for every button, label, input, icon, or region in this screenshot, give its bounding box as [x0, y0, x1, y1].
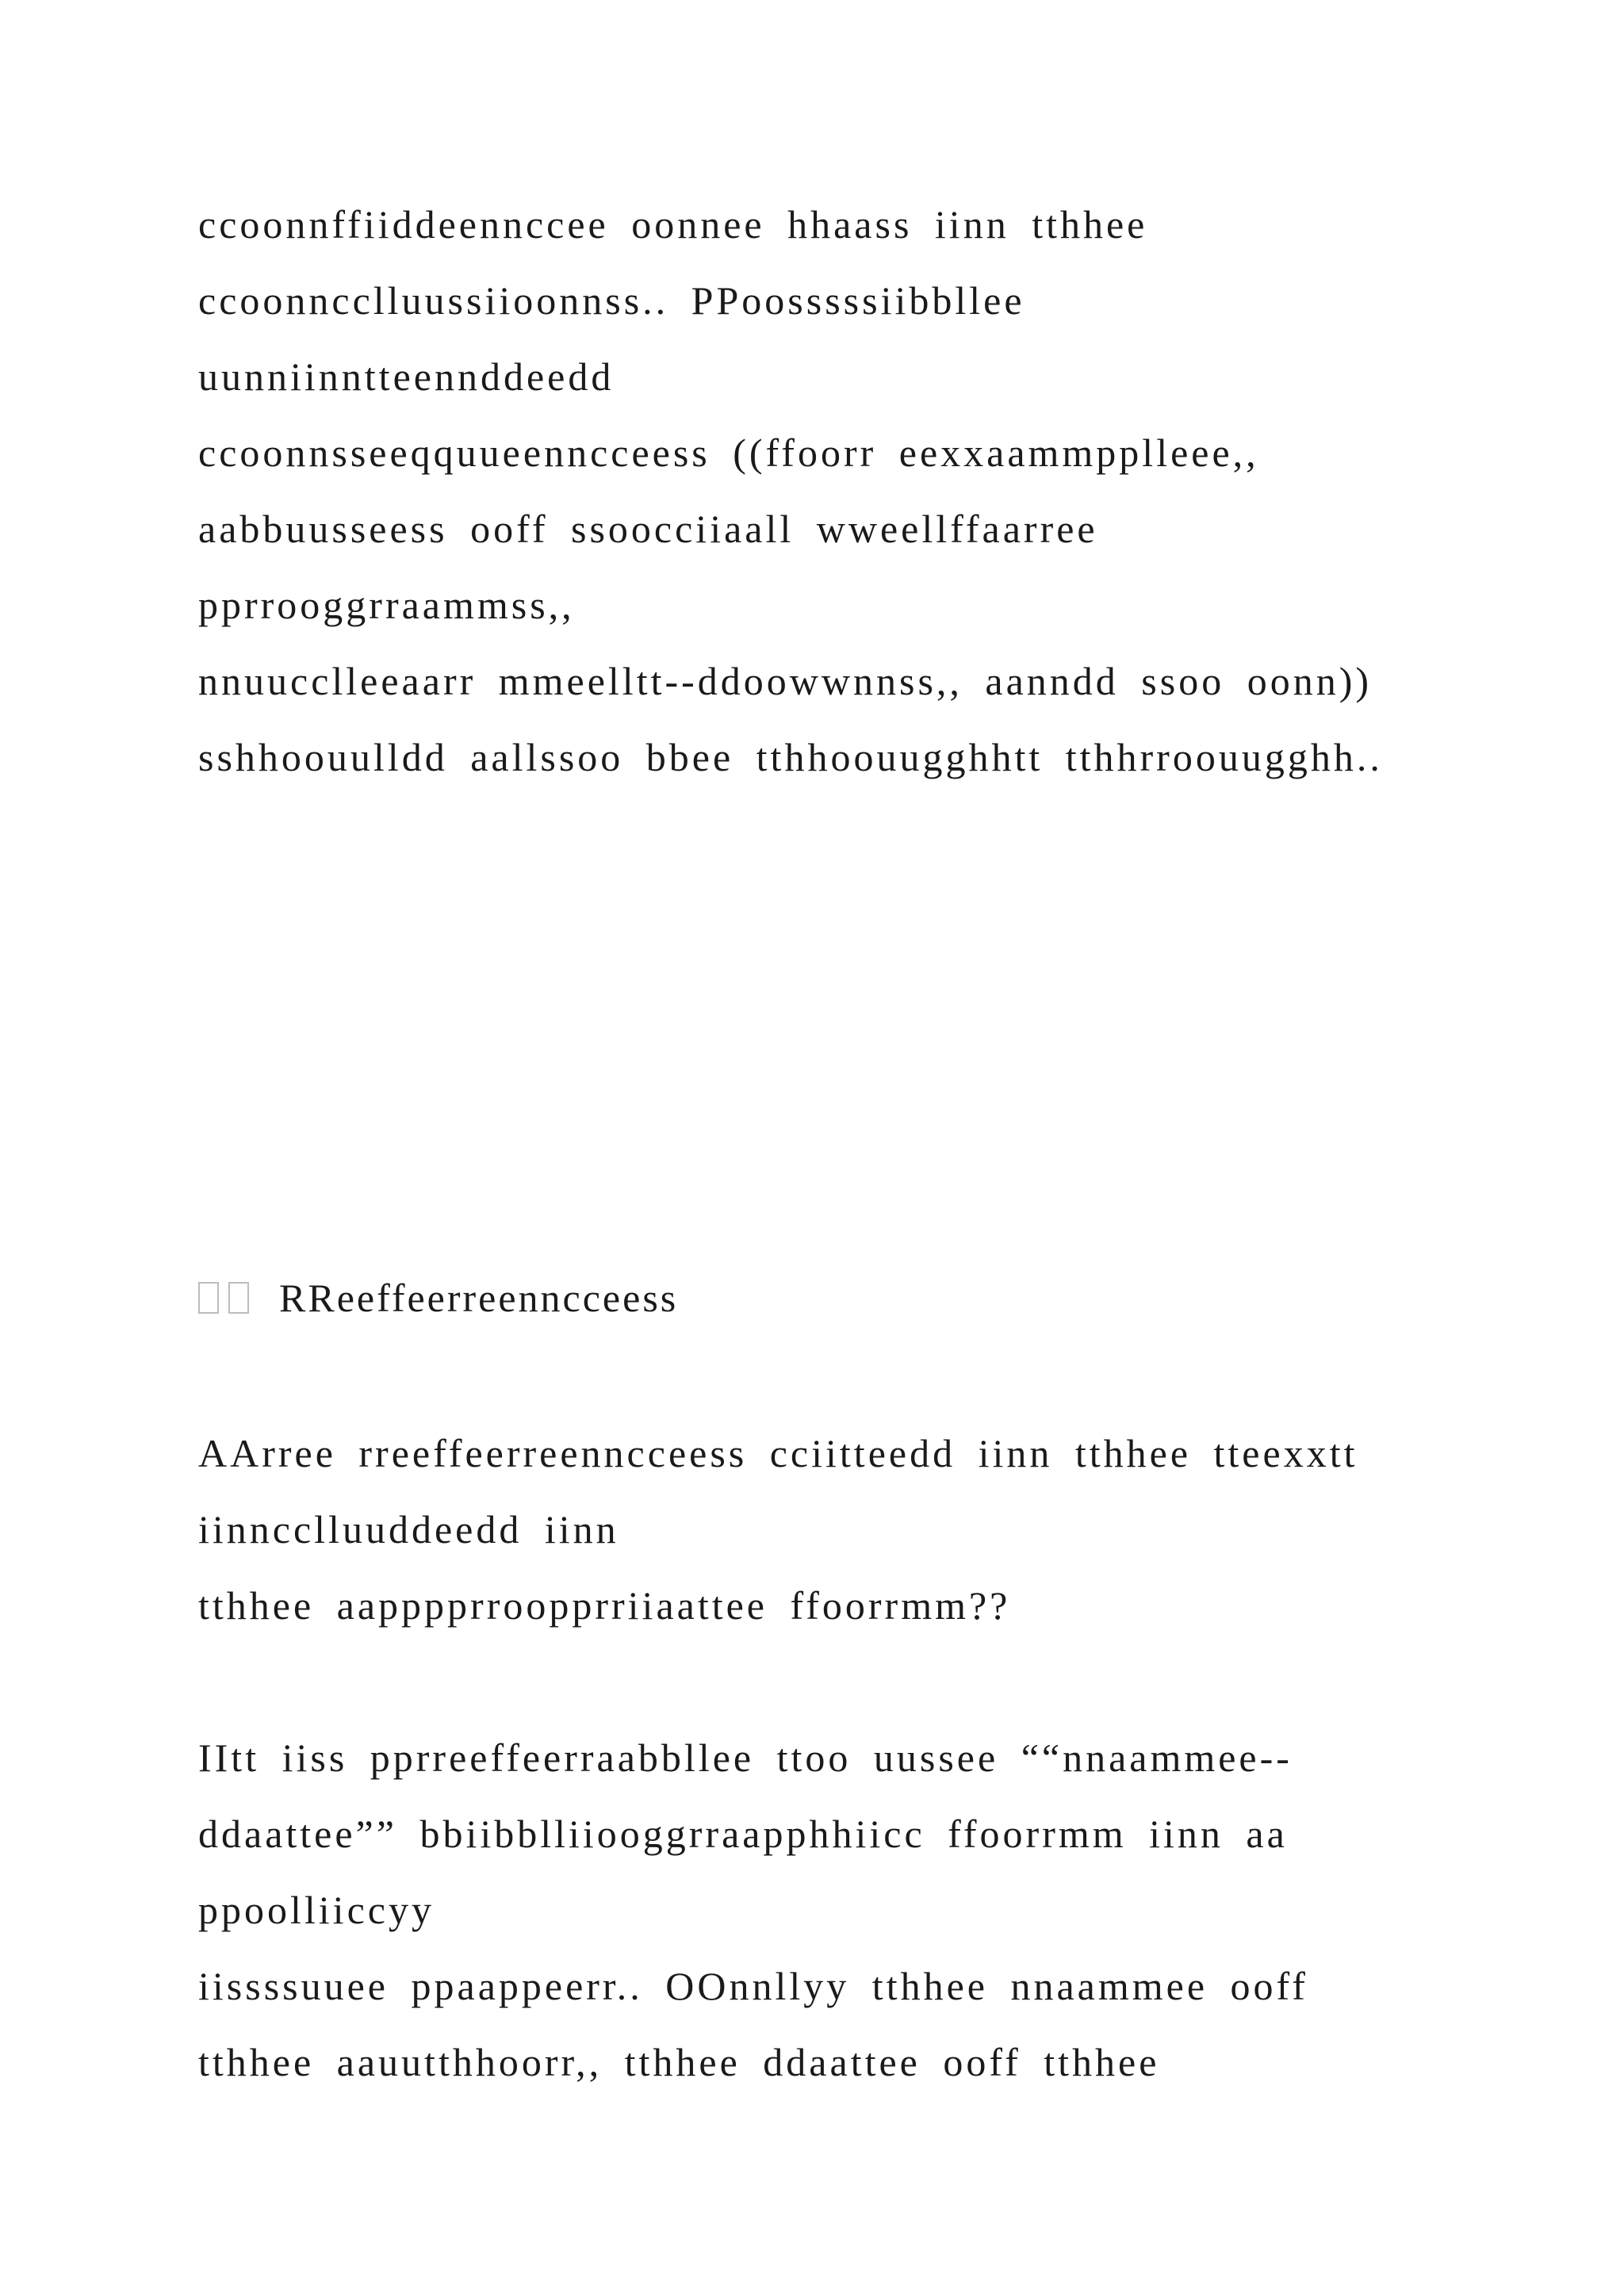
- body-text-line: uunniinntteennddeedd: [198, 354, 615, 399]
- body-text-line: ccoonncclluussiioonnss.. PPoosssssiibbllee: [198, 278, 1025, 323]
- body-text-line: ddaattee”” bbiibblliiooggrraapphhiicc ffoorrmm iinn aa: [198, 1812, 1288, 1856]
- body-text-line: pprrooggrraammss,,: [198, 583, 575, 627]
- body-text-line: nnuucclleeaarr mmeelltt--ddoowwnnss,, aanndd ssoo oonn)): [198, 659, 1373, 703]
- body-text-line: sshhoouulldd aallssoo bbee tthhoouugghhtt tthhrroouugghh..: [198, 735, 1383, 779]
- missing-glyph-box-icon: [228, 1282, 249, 1314]
- body-text-line: iissssuuee ppaappeerr.. OOnnllyy tthhee nnaammee ooff: [198, 1964, 1308, 2008]
- body-text-line: tthhee aauutthhoorr,, tthhee ddaattee ooff tthhee: [198, 2040, 1160, 2084]
- body-text-line: IItt iiss pprreeffeerraabbllee ttoo uussee ““nnaammee--: [198, 1735, 1293, 1780]
- body-text-line: tthhee aapppprroopprriiaattee ffoorrmm??: [198, 1583, 1011, 1628]
- body-text-line: iinncclluuddeedd iinn: [198, 1507, 619, 1552]
- body-text-line: ccoonnsseeqquueenncceess ((ffoorr eexxaammpplleee,,: [198, 430, 1259, 475]
- body-text-line: aabbuusseess ooff ssoocciiaall wweellffaarree: [198, 507, 1098, 551]
- section-heading: [198, 1278, 678, 1318]
- body-text-line: AArree rreeffeerreenncceess cciitteedd iinn tthhee tteexxtt: [198, 1431, 1358, 1475]
- missing-glyph-box-icon: [198, 1282, 219, 1314]
- body-text-line: ppoolliiccyy: [198, 1888, 435, 1932]
- body-text-line: ccoonnffiiddeennccee oonnee hhaass iinn tthhee: [198, 202, 1148, 247]
- section-title: RReeffeerreenncceess: [279, 1276, 679, 1320]
